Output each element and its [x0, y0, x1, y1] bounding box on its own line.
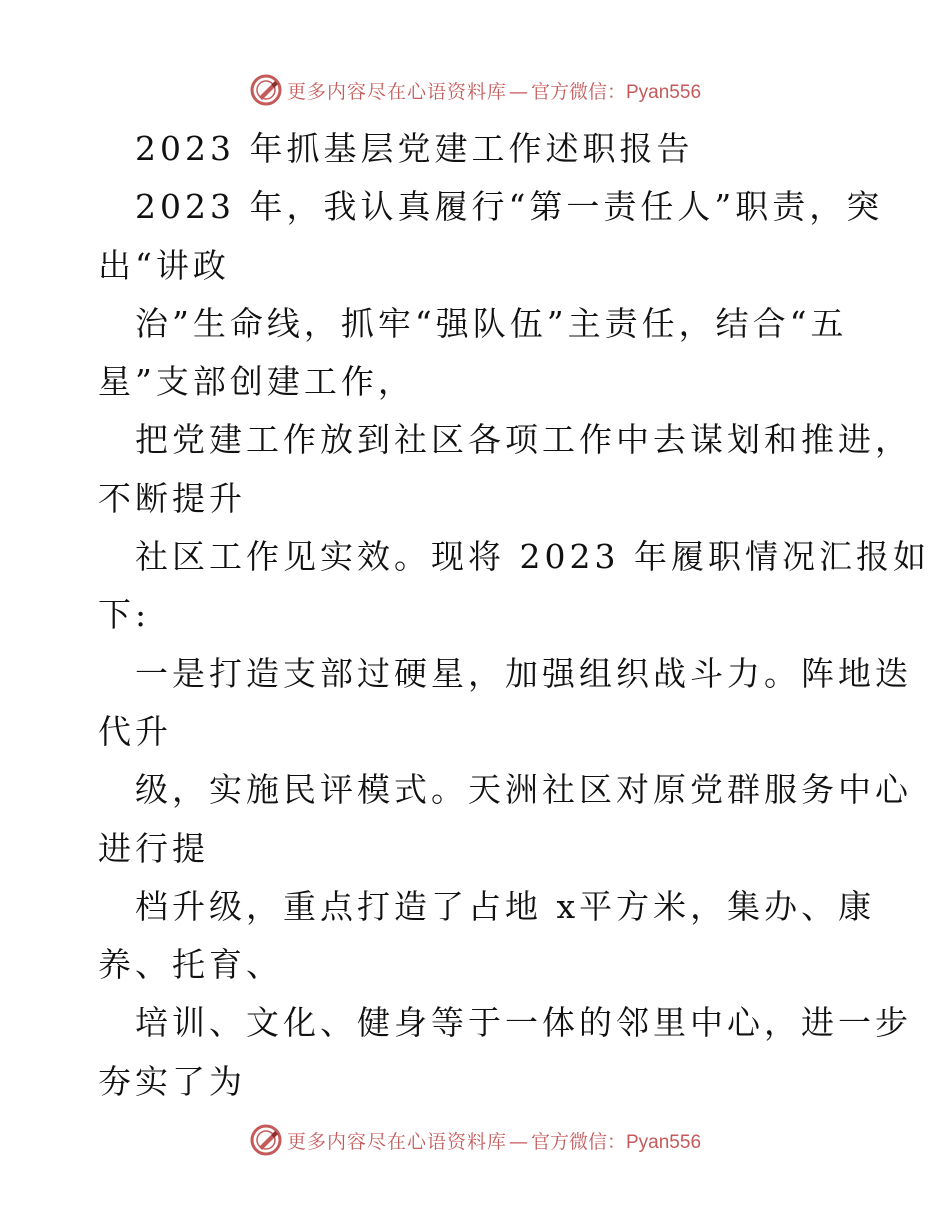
banner-wechat: 官方微信：Pyan556 — [531, 1131, 702, 1153]
document-body — [98, 120, 930, 1111]
text-line: 养、托育、 — [98, 945, 283, 985]
banner-text — [287, 77, 701, 104]
banner-text — [287, 1127, 701, 1154]
pen-logo-icon — [249, 1123, 283, 1157]
text-line: 不断提升 — [98, 478, 246, 518]
banner-site-name: 更多内容尽在心语资料库 — [286, 1130, 507, 1153]
text-line: 档升级，重点打造了占地 x平方米，集办、康 — [135, 886, 876, 926]
pen-logo-icon — [249, 73, 283, 107]
text-line: 培训、文化、健身等于一体的邻里中心，进一步 — [135, 1003, 912, 1043]
text-line: 下: — [98, 595, 151, 635]
text-line: 级，实施民评模式。天洲社区对原党群服务中心 — [135, 770, 912, 810]
banner-separator: — — [509, 80, 529, 103]
text-line: 一是打造支部过硬星，加强组织战斗力。阵地迭 — [135, 653, 912, 693]
text-line: 出“讲政 — [98, 245, 230, 285]
header-banner — [0, 70, 950, 110]
banner-separator: — — [509, 1130, 529, 1153]
text-line: 2023 年，我认真履行“第一责任人”职责，突 — [135, 187, 884, 227]
text-line: 代升 — [98, 711, 172, 751]
banner-wechat: 官方微信：Pyan556 — [531, 81, 702, 103]
text-line: 社区工作见实效。现将 2023 年履职情况汇报如 — [135, 537, 930, 577]
banner-site-name: 更多内容尽在心语资料库 — [286, 80, 507, 103]
footer-banner — [0, 1120, 950, 1160]
text-line: 治”生命线，抓牢“强队伍”主责任，结合“五 — [135, 303, 848, 343]
document-title: 2023 年抓基层党建工作述职报告 — [135, 129, 694, 168]
text-line: 进行提 — [98, 828, 209, 868]
text-line: 夯实了为 — [98, 1061, 246, 1101]
text-line: 把党建工作放到社区各项工作中去谋划和推进， — [135, 420, 912, 460]
text-line: 星”支部创建工作， — [98, 362, 415, 402]
